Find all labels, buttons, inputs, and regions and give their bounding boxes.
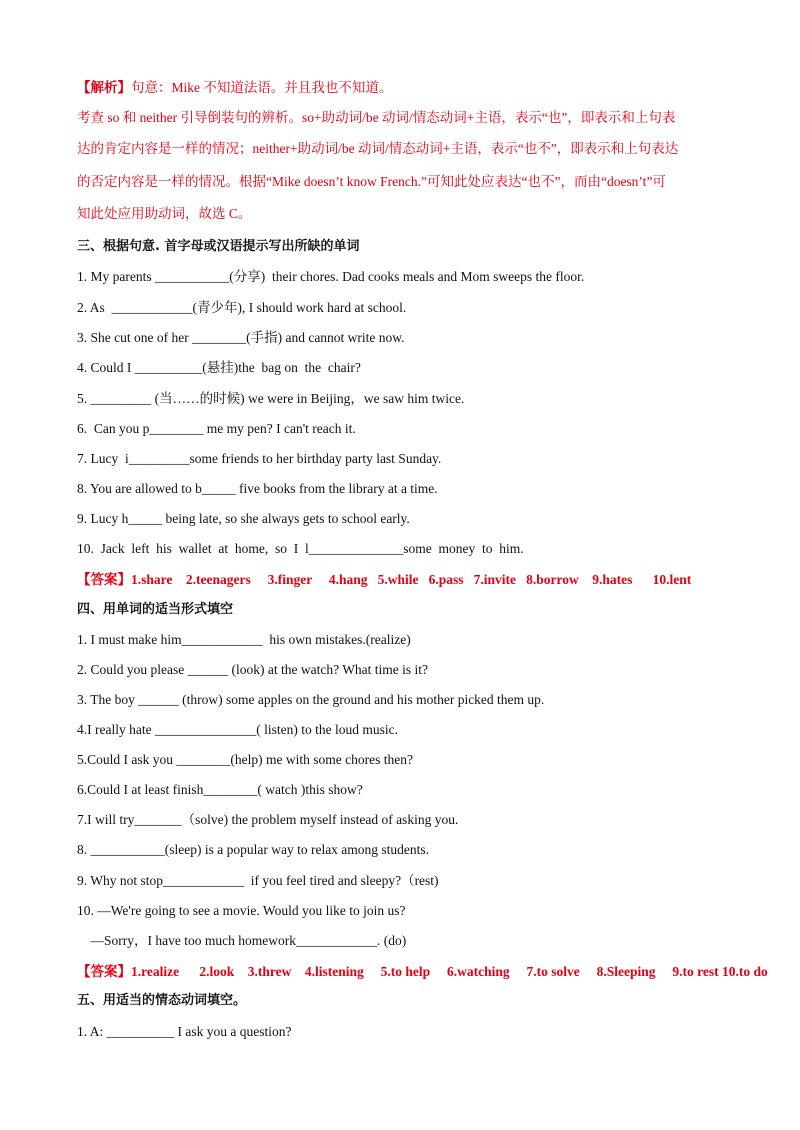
section5-item-1: 1. A: __________ I ask you a question? bbox=[77, 1024, 292, 1039]
section5-title: 五、用适当的情态动词填空。 bbox=[77, 993, 247, 1008]
section3-item-10: 10. Jack left his wallet at home, so I l______________some money to him. bbox=[77, 541, 524, 556]
section3-title: 三、根据句意. 首字母或汉语提示写出所缺的单词 bbox=[77, 239, 360, 254]
section4-item-3: 3. The boy ______ (throw) some apples on the ground and his mother picked them up. bbox=[77, 692, 545, 707]
section3-answer bbox=[77, 569, 691, 591]
section3-item-9: 9. Lucy h_____ being late, so she always gets to school early. bbox=[77, 511, 410, 526]
analysis-text: 句意：Mike 不知道法语。并且我也不知道。 bbox=[131, 80, 393, 95]
analysis-label: 【解析】 bbox=[77, 80, 131, 95]
section4-item-4: 4.I really hate _______________( listen) to the loud music. bbox=[77, 722, 398, 737]
section3-item-2: 2. As ____________(青少年), I should work hard at school. bbox=[77, 300, 407, 315]
section4-item-1: 1. I must make him____________ his own mistakes.(realize) bbox=[77, 632, 411, 647]
section3-item-8: 8. You are allowed to b_____ five books from the library at a time. bbox=[77, 481, 438, 496]
analysis-line-5: 知此处应用助动词，故选 C。 bbox=[77, 206, 252, 221]
section4-answer bbox=[77, 961, 768, 983]
analysis-line-4: 的否定内容是一样的情况。根据“Mike doesn’t know French.”可知此处应表达“也不”，而由“doesn’t”可 bbox=[77, 174, 666, 189]
section4-item-8: 8. ___________(sleep) is a popular way to relax among students. bbox=[77, 842, 430, 857]
analysis-line-3: 达的肯定内容是一样的情况；neither+助动词/be 动词/情态动词+主语，表示“也不”，即表示和上句表达 bbox=[77, 141, 679, 156]
section3-item-6: 6. Can you p________ me my pen? I can't reach it. bbox=[77, 421, 356, 436]
section3-item-7: 7. Lucy i_________some friends to her birthday party last Sunday. bbox=[77, 451, 442, 466]
analysis-line-2: 考查 so 和 neither 引导倒装句的辨析。so+助动词/be 动词/情态动词+主语，表示“也”，即表示和上句表 bbox=[77, 110, 676, 125]
section4-answer-label: 【答案】 bbox=[77, 964, 131, 979]
section4-item-9: 9. Why not stop____________ if you feel tired and sleepy?（rest) bbox=[77, 873, 439, 888]
section3-item-5: 5. _________ (当……的时候) we were in Beijing，we saw him twice. bbox=[77, 391, 465, 406]
section4-item-2: 2. Could you please ______ (look) at the watch? What time is it? bbox=[77, 662, 429, 677]
section4-item-10: 10. —We're going to see a movie. Would you like to join us? bbox=[77, 903, 406, 918]
section3-item-1: 1. My parents ___________(分享) their chores. Dad cooks meals and Mom sweeps the floor. bbox=[77, 269, 585, 284]
analysis-line-1 bbox=[77, 77, 392, 99]
section4-answer-text: 1.realize 2.look 3.threw 4.listening 5.to help 6.watching 7.to solve 8.Sleeping 9.to rest 10.to do bbox=[131, 964, 768, 979]
section3-item-3: 3. She cut one of her ________(手指) and cannot write now. bbox=[77, 330, 405, 345]
section3-answer-label: 【答案】 bbox=[77, 572, 131, 587]
section4-item-5: 5.Could I ask you ________(help) me with some chores then? bbox=[77, 752, 413, 767]
section4-item-7: 7.I will try_______（solve) the problem myself instead of asking you. bbox=[77, 812, 459, 827]
section3-answer-text: 1.share 2.teenagers 3.finger 4.hang 5.while 6.pass 7.invite 8.borrow 9.hates 10.lent bbox=[131, 572, 692, 587]
section4-title: 四、用单词的适当形式填空 bbox=[77, 602, 234, 617]
section4-item-6: 6.Could I at least finish________( watch )this show? bbox=[77, 782, 363, 797]
section3-item-4: 4. Could I __________(悬挂)the bag on the chair? bbox=[77, 360, 361, 375]
section4-item-10-reply: —Sorry，I have too much homework____________. (do) bbox=[77, 933, 407, 948]
